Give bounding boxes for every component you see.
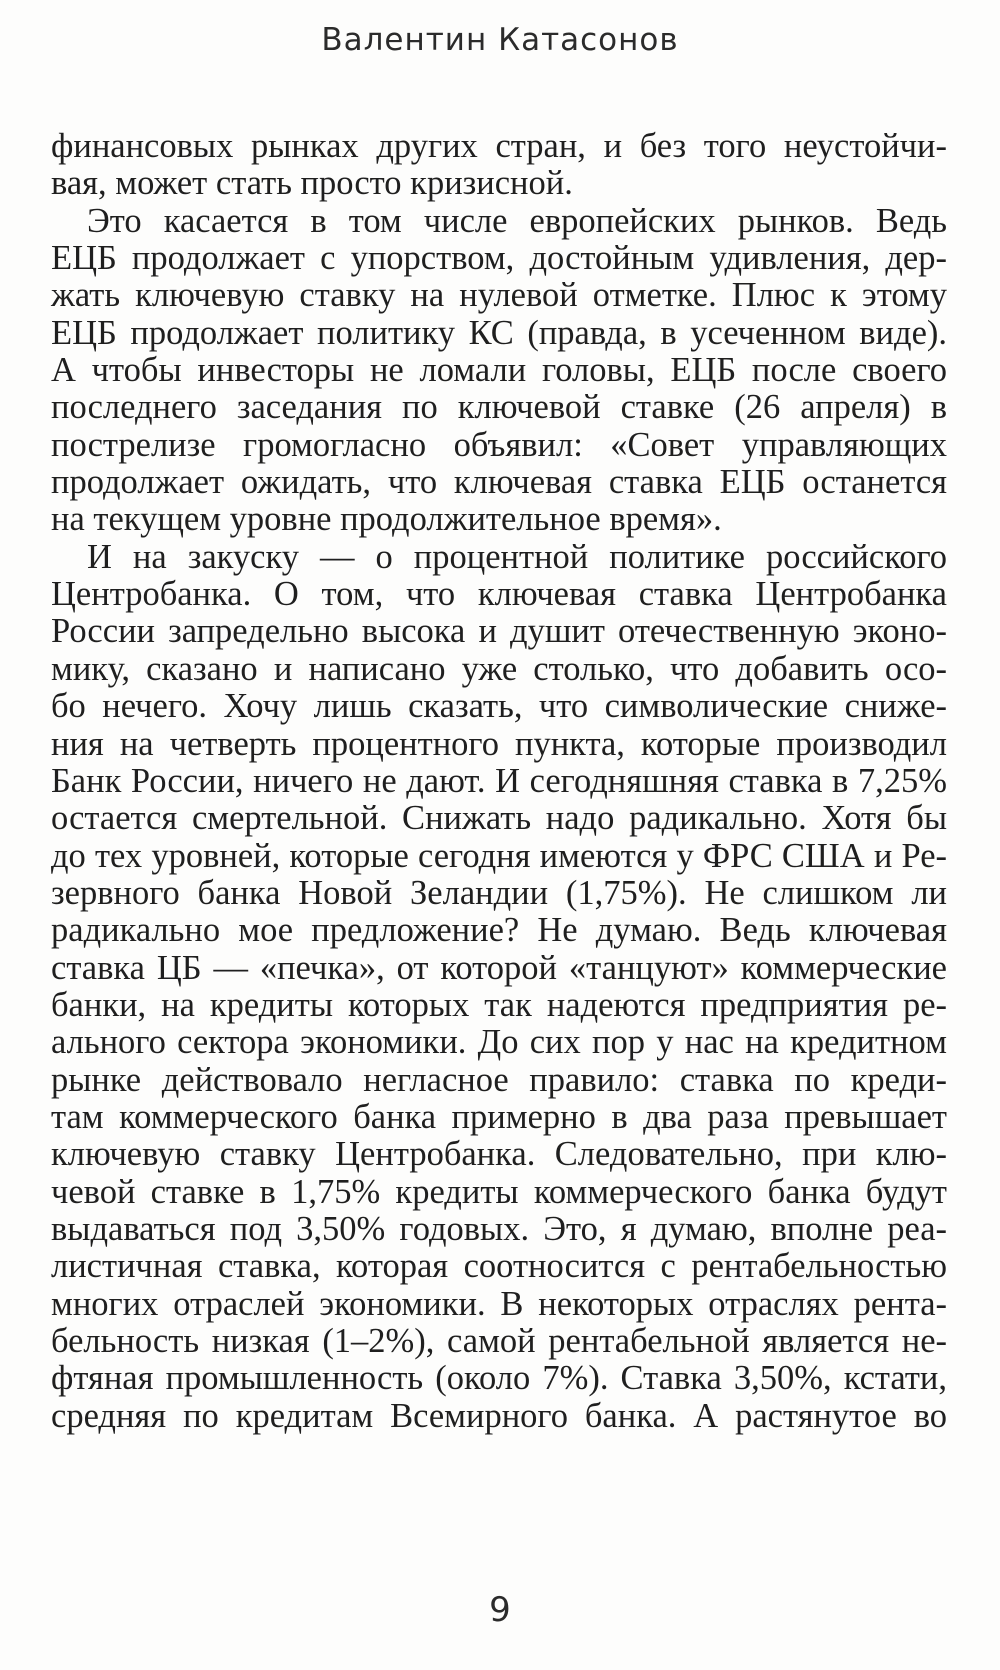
text-line: финансовых рынках других стран, и без того неустойчи-: [51, 127, 947, 165]
text-line: ключевую ставку Центробанка. Следовательно, при клю-: [51, 1135, 947, 1174]
body-text: [51, 128, 947, 1435]
text-line: радикально мое предложение? Не думаю. Ведь ключевая: [51, 911, 947, 950]
text-line: банки, на кредиты которых так надеются предприятия ре-: [51, 985, 947, 1024]
text-line: там коммерческого банка примерно в два раза превышает: [51, 1097, 947, 1136]
text-line: России запредельно высока и душит отечественную эконо-: [51, 612, 947, 651]
text-line: средняя по кредитам Всемирного банка. А растянутое во: [51, 1396, 947, 1435]
text-line: И на закуску — о процентной политике российского: [87, 537, 947, 576]
text-line: остается смертельной. Снижать надо радикально. Хотя бы: [51, 799, 947, 838]
text-line: жать ключевую ставку на нулевой отметке. Плюс к этому: [51, 276, 947, 315]
page-number: 9: [489, 1590, 511, 1630]
text-line: ния на четверть процентного пункта, которые производил: [51, 724, 947, 763]
text-line: бо нечего. Хочу лишь сказать, что символические сниже-: [51, 687, 947, 726]
text-line: А чтобы инвесторы не ломали головы, ЕЦБ после своего: [51, 351, 947, 390]
text-line: зервного банка Новой Зеландии (1,75%). Не слишком ли: [51, 873, 947, 912]
text-line: ального сектора экономики. До сих пор у нас на кредитном: [51, 1023, 947, 1062]
text-line: бельность низкая (1–2%), самой рентабельной является не-: [51, 1322, 947, 1360]
text-line: ставка ЦБ — «печка», от которой «танцуют» коммерческие: [51, 948, 947, 987]
text-line: рынке действовало негласное правило: ставка по креди-: [51, 1060, 947, 1099]
text-line: чевой ставке в 1,75% кредиты коммерческого банка будут: [51, 1172, 947, 1211]
text-line: на текущем уровне продолжительное время».: [51, 500, 722, 539]
text-line: Банк России, ничего не дают. И сегодняшняя ставка в 7,25%: [51, 761, 947, 800]
text-line: продолжает ожидать, что ключевая ставка ЕЦБ останется: [51, 463, 947, 502]
text-line: мику, сказано и написано уже столько, что добавить осо-: [51, 649, 947, 688]
text-line: пострелизе громогласно объявил: «Совет управляющих: [51, 425, 947, 464]
text-line: последнего заседания по ключевой ставке (26 апреля) в: [51, 388, 947, 427]
text-line: до тех уровней, которые сегодня имеются у ФРС США и Ре-: [51, 836, 947, 875]
text-line: листичная ставка, которая соотносится с рентабельностью: [51, 1247, 947, 1286]
text-line: фтяная промышленность (около 7%). Ставка 3,50%, кстати,: [51, 1359, 947, 1398]
text-line: вая, может стать просто кризисной.: [51, 164, 573, 203]
text-line: ЕЦБ продолжает с упорством, достойным удивления, дер-: [51, 239, 947, 278]
text-line: многих отраслей экономики. В некоторых отраслях рента-: [51, 1284, 947, 1323]
text-line: Центробанка. О том, что ключевая ставка Центробанка: [51, 575, 947, 614]
text-line: ЕЦБ продолжает политику КС (правда, в усеченном виде).: [51, 313, 947, 352]
text-line: Это касается в том числе европейских рынков. Ведь: [87, 201, 947, 240]
running-head: Валентин Катасонов: [321, 22, 679, 58]
text-line: выдаваться под 3,50% годовых. Это, я думаю, вполне реа-: [51, 1209, 947, 1248]
